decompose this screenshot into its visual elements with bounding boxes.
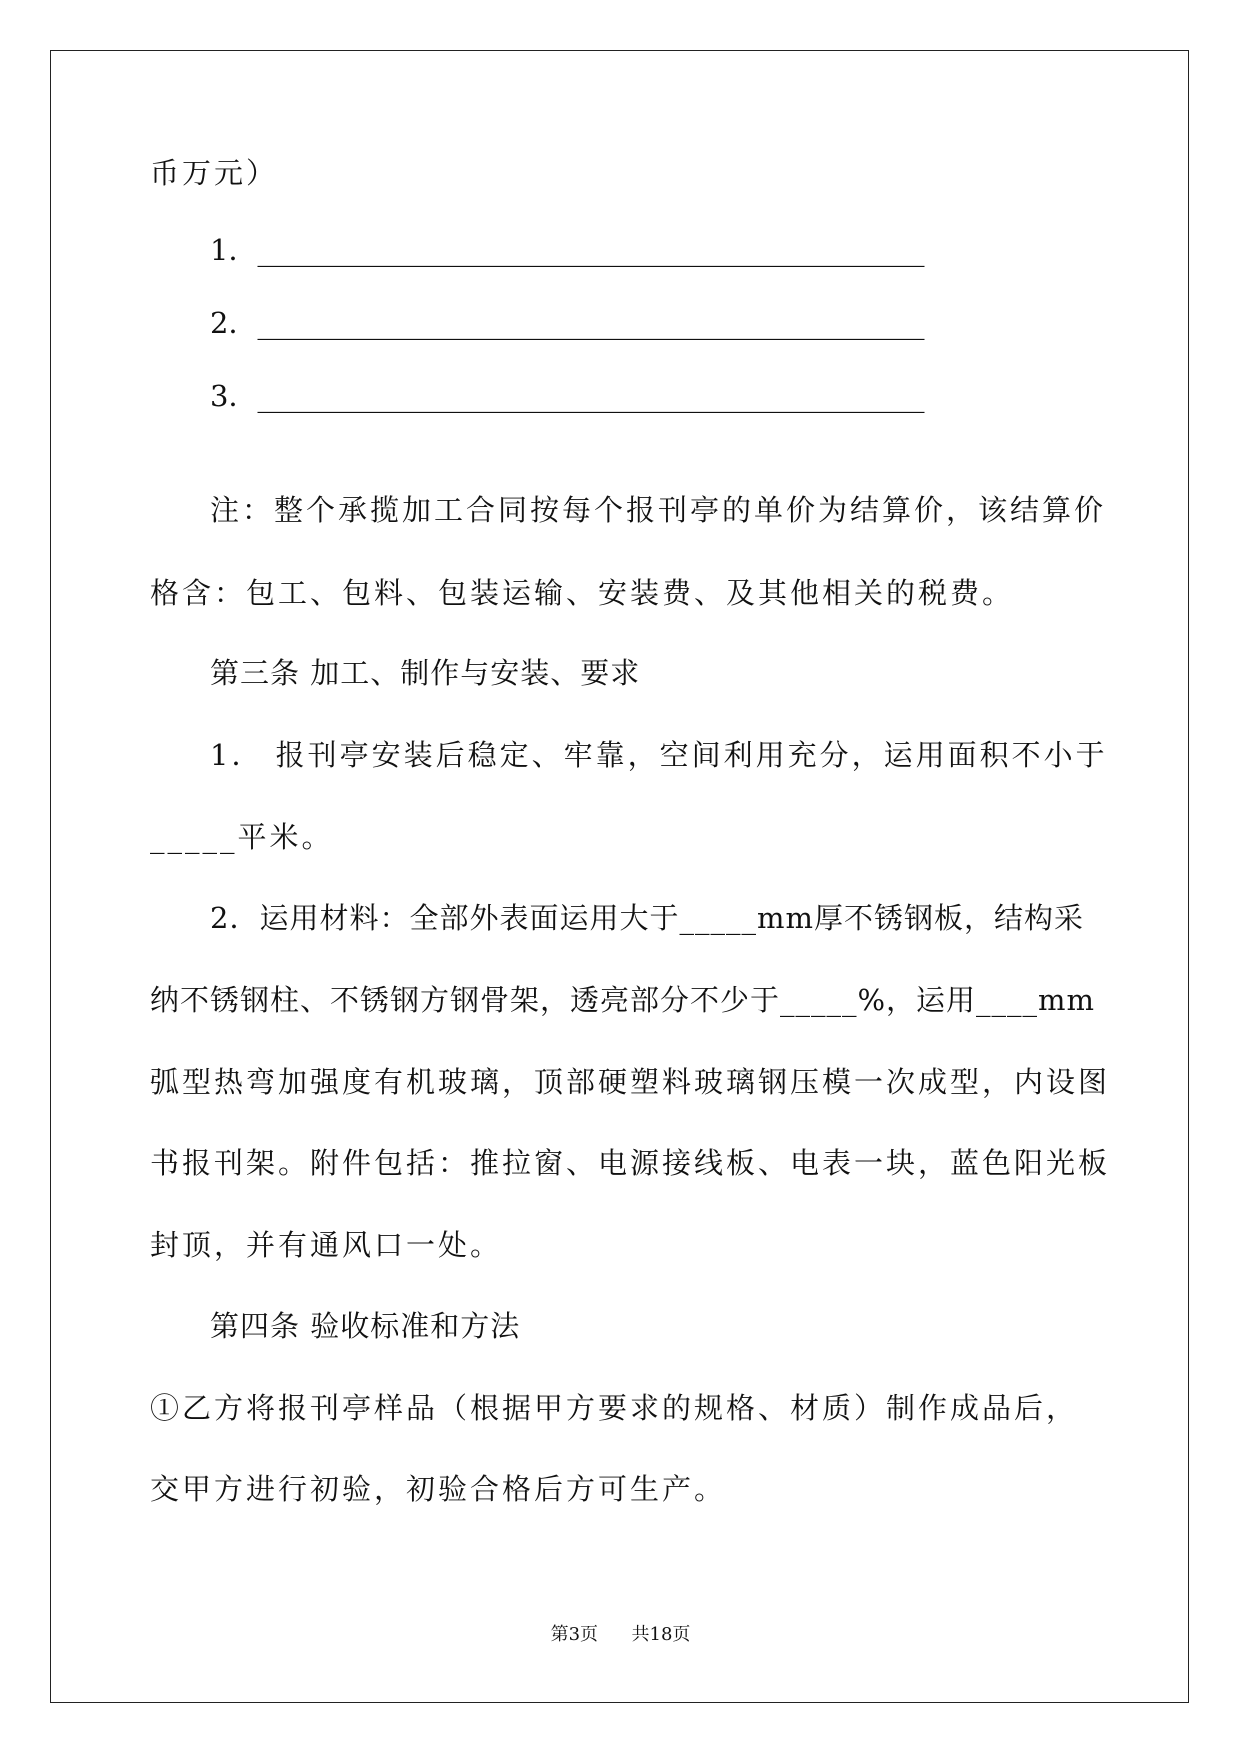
page-footer <box>0 1626 1241 1644</box>
total-pages: 共18页 <box>631 1624 691 1645</box>
section-heading: 第三条 加工、制作与安装、要求 <box>210 656 641 690</box>
paragraph-line: 1． 报刊亭安装后稳定、牢靠，空间利用充分，运用面积不小于 <box>210 738 1108 772</box>
paragraph-line: _____平米。 <box>150 820 334 854</box>
paragraph-line: 2．运用材料：全部外表面运用大于_____mm厚不锈钢板，结构采 <box>210 901 1084 935</box>
page-number: 第3页 <box>550 1624 599 1645</box>
paragraph-line: 注：整个承揽加工合同按每个报刊亭的单价为结算价，该结算价 <box>210 493 1107 527</box>
paragraph-line: 书报刊架。附件包括：推拉窗、电源接线板、电表一块，蓝色阳光板 <box>150 1146 1111 1180</box>
section-heading: 第四条 验收标准和方法 <box>210 1309 521 1343</box>
text-line: 币万元） <box>150 156 279 190</box>
paragraph-line: ①乙方将报刊亭样品（根据甲方要求的规格、材质）制作成品后， <box>150 1391 1079 1425</box>
paragraph-line: 弧型热弯加强度有机玻璃，顶部硬塑料玻璃钢压模一次成型，内设图 <box>150 1065 1111 1099</box>
numbered-blank-line: 1．______________________________________________ <box>210 233 925 267</box>
paragraph-line: 封顶，并有通风口一处。 <box>150 1228 503 1262</box>
paragraph-line: 格含：包工、包料、包装运输、安装费、及其他相关的税费。 <box>150 576 1015 610</box>
numbered-blank-line: 3．______________________________________________ <box>210 379 925 413</box>
paragraph-line: 交甲方进行初验，初验合格后方可生产。 <box>150 1472 727 1506</box>
numbered-blank-line: 2．______________________________________________ <box>210 306 925 340</box>
page-border <box>50 50 1189 1703</box>
paragraph-line: 纳不锈钢柱、不锈钢方钢骨架，透亮部分不少于_____%，运用____mm <box>150 983 1096 1017</box>
